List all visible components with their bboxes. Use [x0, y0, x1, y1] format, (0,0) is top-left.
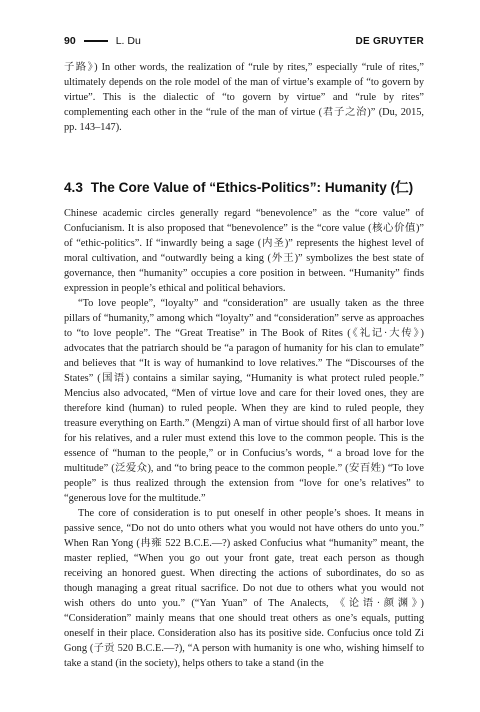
- paragraph: The core of consideration is to put oneself in other people’s shoes. It means in passive sence, “Do not do unto others what you would not have others do unto you.” When Ran Yong (冉雍 522 B.C.E.—?) asked Confucius what “humanity” meant, the master replied, “When you go out your front gate, treat each person as though receiving an honored guest. When directing the actions of subordinates, do so as though managing a great ritual sacrifice. Do not due to others what you would not wish others do unto you.” (“Yan Yuan” of The Analects, 《论语·颜渊》) “Consideration” mainly means that one should treat others as one’s equals, putting oneself in their place. Consideration also has its positive side. Confucius once told Zi Gong (子贡 520 B.C.E.—?), “A person with humanity is one who, wishing himself to take a stand (in the society), helps others to take a stand (in the: [64, 508, 424, 669]
- running-header: [64, 34, 424, 48]
- continuation-paragraph: [64, 60, 424, 135]
- paragraph-text: 子路》) In other words, the realization of “rule by rites,” especially “rule of rites,” ultimately depends on the role model of the man of virtue’s example of “to govern by virtue”. This is the dialectic of “to govern by virtue” and “rule by rites” complementing each other in the “rule of the man of virtue (君子之治)” (Du, 2015, pp. 143–147).: [64, 62, 424, 133]
- section-title: The Core Value of “Ethics-Politics”: Humanity (仁): [90, 180, 414, 195]
- header-rule: [84, 40, 108, 42]
- paragraph: “To love people”, “loyalty” and “consideration” are usually taken as the three pillars of “humanity,” among which “loyalty” and “consideration” serve as approaches to “to love people”. The “Great Treatise” in The Book of Rites (《礼记·大传》) advocates that the patriarch should be “a paragon of humanity for his clan to emulate” and believes that “It is way of humankind to love relatives.” The “Discourses of the States” (国语) contains a similar saying, “Humanity is what protect ruled people.” Mencius also advocated, “Men of virtue love and care for their loved ones, they are therefore kind (human) to ruled people. When they are kind to ruled people, they treasure everything on Earth.” (Mengzi) A man of virtue should first of all harbor love for his relatives, and a ruler must extend this love to the common people. This is the essence of “human to the people,” or in Confucius’s words, “ a broad love for the multitude” (泛爱众), and “to bring peace to the common people.” (安百姓) “To love people” is thus realized through the extension from “love for one’s relatives” to “generous love for the multitude.”: [64, 298, 424, 504]
- paragraph: Chinese academic circles generally regard “benevolence” as the “core value” of Confucianism. It is also proposed that “benevolence” is the “core value (核心价值)” of “ethic-politics”. If “inwardly being a sage (内圣)” represents the highest level of moral cultivation, and “outwardly being a king (外王)” symbolizes the best state of governance, then “humanity” occupies a core position in between. “Humanity” finds expression in people’s ethical and political behaviors.: [64, 208, 424, 294]
- section-body: [64, 206, 424, 671]
- page-number: 90: [64, 35, 76, 47]
- publisher-name: DE GRUYTER: [355, 35, 424, 47]
- section-heading: [64, 176, 444, 196]
- running-author: L. Du: [115, 35, 141, 47]
- section-number: 4.3: [64, 180, 83, 195]
